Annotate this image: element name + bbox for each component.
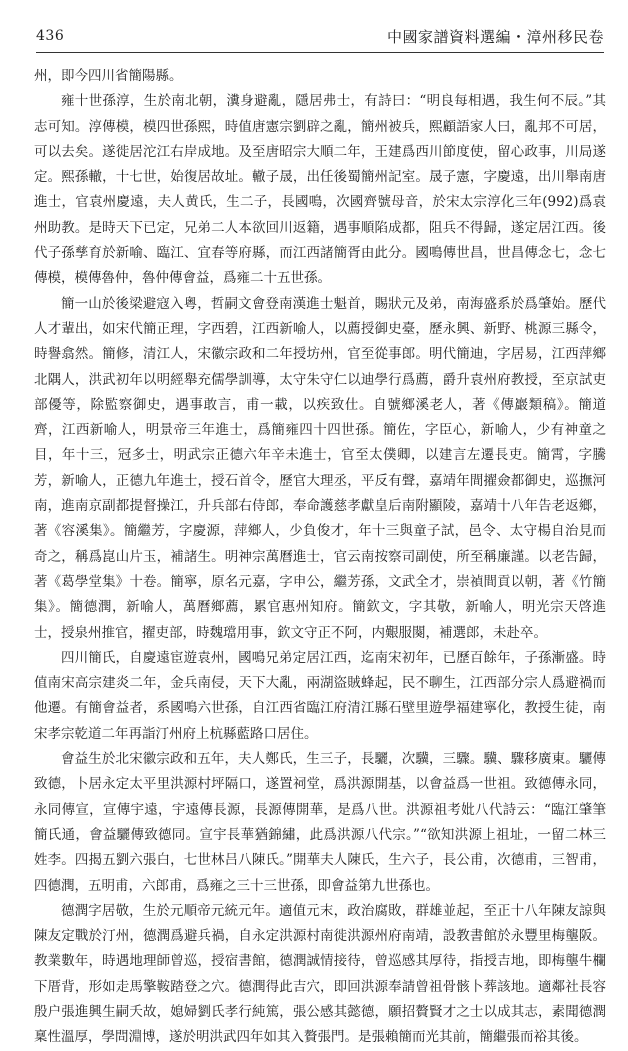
paragraph: 四川簡氏，自慶遠宦遊袁州，國鳴兄弟定居江西，迄南宋初年，已歷百餘年，子孫漸盛。時值南宋高宗建炎二年，金兵南侵，天下大亂，兩湖盜賊蜂起，民不聊生，江西部分宗人爲避禍而他遷。有簡會益者，系國鳴六世孫，自江西省臨江府清江縣石壁里遊學福建寧化，教授生徒，南宋孝宗乾道二年再詣汀州府上杭縣藍路口居住。	[34, 649, 606, 742]
paragraph: 雍十世孫淳，生於南北朝，瀵身避亂，隱居弗士，有詩曰：“明良每相遇，我生何不辰。”其志可知。淳傳模，模四世孫熙，時值唐憲宗劉辟之亂，簡州被兵，熙顧語家人曰，亂邦不可居，可以去矣。遂徙居沱江右岸成地。及至唐昭宗大順二年，王建爲西川節度使，留心政事，川局遂定。熙孫轍，十七世，始復居故址。轍子晟，出任後蜀簡州記室。晟子憲，字慶遠，出川舉南唐進士，官袁州慶遠，夫人黄氏，生二子，長國鳴，次國齊號母音，於宋太宗淳化三年(992)爲袁州助教。是時天下已定，兄弟二人本欲回川返籍，遇事順陷成都，阻兵不得歸，遂定居江西。後代子孫孳育於新喻、臨江、宜春等府縣，而江西諸簡胥由此分。國鳴傳世昌，世昌傳念七，念七傳模，模傳魯仲，魯仲傳會益，爲雍二十五世孫。	[34, 93, 606, 287]
page-number: 436	[36, 28, 65, 44]
running-title: 中國家譜資料選編・漳州移民卷	[386, 28, 604, 46]
paragraph: 德潤字居敬，生於元順帝元統元年。適值元末，政治腐敗，群雄並起，至正十八年陳友諒與陳友定戰於汀州，德潤爲避兵禍，自永定洪源村南徙洪源州府南靖，設教書館於永豐里梅壟阪。教業數年，時遇地理師曾巡，授宿書館，德潤誠情接待，曾巡感其厚待，指授吉地，即梅壟牛欄下厝背，形如走馬擎鞍踏登之穴。德潤得此吉穴，即回洪源奉請曾祖骨骸卜葬該地。適鄰社長容殷户張進興生嗣夭故，媳婦劉氏孝行純篤，張公感其懿德，願招贅賢才之士以成其志，素聞德潤稟性溫厚，學問淵博，遂於明洪武四年如其入贅張門。是張賴簡而光其前，簡繼張而裕其後。	[34, 902, 606, 1046]
header-rule	[36, 52, 604, 53]
paragraph-continued: 州，即今四川省簡陽縣。	[34, 68, 183, 84]
body-text	[34, 64, 606, 1046]
paragraph: 簡一山於後梁避寇入粵，哲嗣文會登南漢進士魁首，賜狀元及弟，南海盛系於爲肇始。歷代人才輩出，如宋代簡正理，字西碧，江西新喻人，以薦授御史臺，歷永興、新野、桃源三縣令，時譽翕然。簡修，清江人，宋徽宗政和二年授坊州，官至從事郎。明代簡迪，字居易，江西萍鄉北隅人，洪武初年以明經舉充儒學訓導，太守朱守仁以迪學行爲薦，爵升袁州府教授，至京試吏部優等，除監察御史，遇事敢言，甫一載，以疾致仕。自號鄉溪老人，著《傳巖類稿》。簡道齊，江西新喻人，明景帝三年進士，爲簡雍四十四世孫。簡佐，字臣心，新喻人，少有神童之目，年十三，冠多士，明武宗正德六年辛未進士，官至太僕卿，以建言左遷長吏。簡霄，字騰芳，新喻人，正德九年進士，授石首令，歷官大理丞，平反有聲，嘉靖年間擢僉都御史，巡撫河南，進南京副都提督操江，升兵部右侍郎，奉命護慈孝獻皇后南附顯陵，嘉靖十八年告老返鄉，著《容溪集》。簡繼芳，字慶源，萍鄉人，少負俊才，年十三與童子試，邑令、太守楊自治見而奇之，稱爲崑山片玉，補諸生。明神宗萬曆進士，官云南按察司副使，所至稱廉謹。以老告歸，著《葛學堂集》十卷。簡寧，原名元嘉，字申公，繼芳孫，文武全才，崇禎間貢以朝，著《竹簡集》。簡德潤，新喻人，萬曆鄉薦，累官惠州知府。簡欽文，字其敬，新喻人，明光宗天啓進士，授泉州推官，擢吏部，時魏璫用事，欽文守正不阿，内艱服闋，補選郎，未赴卒。	[34, 295, 606, 641]
paragraph: 會益生於北宋徽宗政和五年，夫人鄭氏，生三子，長驪，次驥，三驟。驥、驟移廣東。驪傳致德，卜居永定太平里洪源村坪隔口，遂置祠堂，爲洪源開基，以會益爲一世祖。致德傳永同，永同傳宣，宣傳宇遠，宇遠傳長源，長源傳開華，是爲八世。洪源祖考妣八代詩云：“臨江肇筆簡氏通，會益驪傳致德同。宣宇長華猶錦繡，此爲洪源八代宗。”“欲知洪源上祖址，一留二林三姓李。四揭五劉六張白，七世林吕八陳氏。”開華夫人陳氏，生六子，長公甫，次德甫，三智甫，四德潤，五明甫，六郎甫，爲雍之三十三世孫，即會益第九世孫也。	[34, 751, 606, 894]
page-header	[36, 20, 604, 50]
